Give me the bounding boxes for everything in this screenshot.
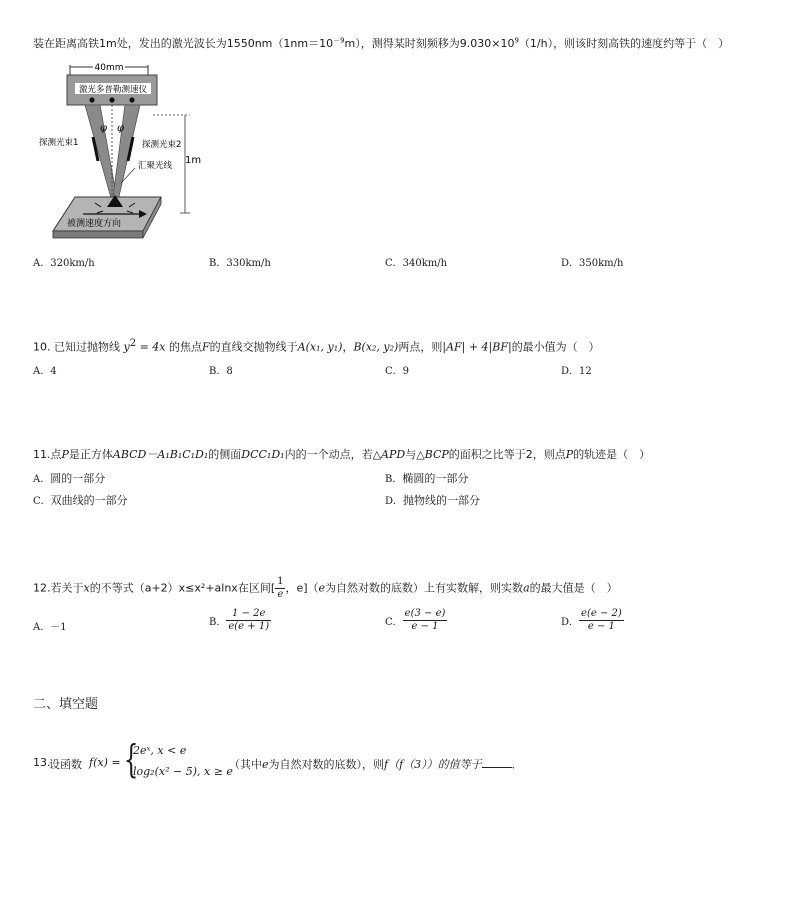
q11-option-a[interactable]: A．圆的一部分 xyxy=(33,472,106,485)
q9-option-a[interactable]: A．320km/h xyxy=(33,258,95,269)
lens-left xyxy=(89,97,94,102)
q10-stem: 10. 已知过抛物线 $y^2 = 4x$ 的焦点F的直线交抛物线于A(x₁, y₁)，B(x₂, y₂)两点，则|AF| + 4|BF|的最小值为（ ） xyxy=(33,338,600,354)
q12-fraction: $\frac{1}{e}$ xyxy=(277,576,284,600)
direction-label: 被测速度方向 xyxy=(67,219,122,229)
q12-option-d[interactable]: D． $\frac{e(e - 2)}{e - 1}$ xyxy=(561,608,622,632)
q12-option-c[interactable]: C． $\frac{e(3 - e)}{e - 1}$ xyxy=(385,608,446,632)
lens-right xyxy=(129,97,134,102)
section-heading-fill-in: 二、填空题 xyxy=(33,697,99,712)
q11-stem: 11.点P是正方体ABCD－A₁B₁C₁D₁的侧面DCC₁D₁内的一个动点，若△APD与△BCP的面积之比等于2，则点P的轨迹是（ ） xyxy=(33,448,651,461)
phi-right: φ xyxy=(117,123,125,134)
lens-center xyxy=(109,97,114,102)
converge-label: 汇聚光线 xyxy=(138,161,173,171)
q11-option-c[interactable]: C．双曲线的一部分 xyxy=(33,494,128,507)
q10-option-d[interactable]: D．12 xyxy=(561,366,592,377)
plate-side xyxy=(53,231,143,238)
beam-1 xyxy=(85,105,118,205)
piecewise-brace: { xyxy=(123,737,139,781)
q9-option-d[interactable]: D．350km/h xyxy=(561,258,624,269)
beam-2-label: 探测光束2 xyxy=(142,140,182,150)
device-label: 激光多普勒测速仪 xyxy=(78,85,148,95)
phi-left: φ xyxy=(100,123,108,134)
width-label: 40mm xyxy=(94,63,124,73)
q12-stem: 12.若关于x的不等式（a+2）x≤x²+alnx在区间[ $\frac{1}{e}$ ，e]（e为自然对数的底数）上有实数解，则实数a的最大值是（ ） xyxy=(33,576,618,600)
q10-option-a[interactable]: A．4 xyxy=(33,366,57,377)
answer-blank[interactable] xyxy=(482,757,512,768)
distance-label: 1m xyxy=(185,155,202,166)
q9-option-c[interactable]: C．340km/h xyxy=(385,258,448,269)
q12-option-b[interactable]: B． $\frac{1 - 2e}{e(e + 1)}$ xyxy=(209,608,270,632)
q10-option-b[interactable]: B．8 xyxy=(209,366,233,377)
q9-option-b[interactable]: B．330km/h xyxy=(209,258,271,269)
q9-stem: 装在距离高铁1m处，发出的激光波长为$1550nm(1nm=10^{-9}m)$，测得某时刻频移为$9.030\times 10^9(1/h)$，则该时刻高铁的速度约等于（ ） xyxy=(33,36,730,50)
q12-option-a[interactable]: A．－1 xyxy=(33,622,67,633)
q10-option-c[interactable]: C．9 xyxy=(385,366,410,377)
beam-1-label: 探测光束1 xyxy=(39,138,79,148)
laser-doppler-figure xyxy=(39,55,225,250)
q11-option-b[interactable]: B．椭圆的一部分 xyxy=(385,472,469,485)
q11-option-d[interactable]: D．抛物线的一部分 xyxy=(385,494,481,507)
beam-2 xyxy=(112,105,140,205)
